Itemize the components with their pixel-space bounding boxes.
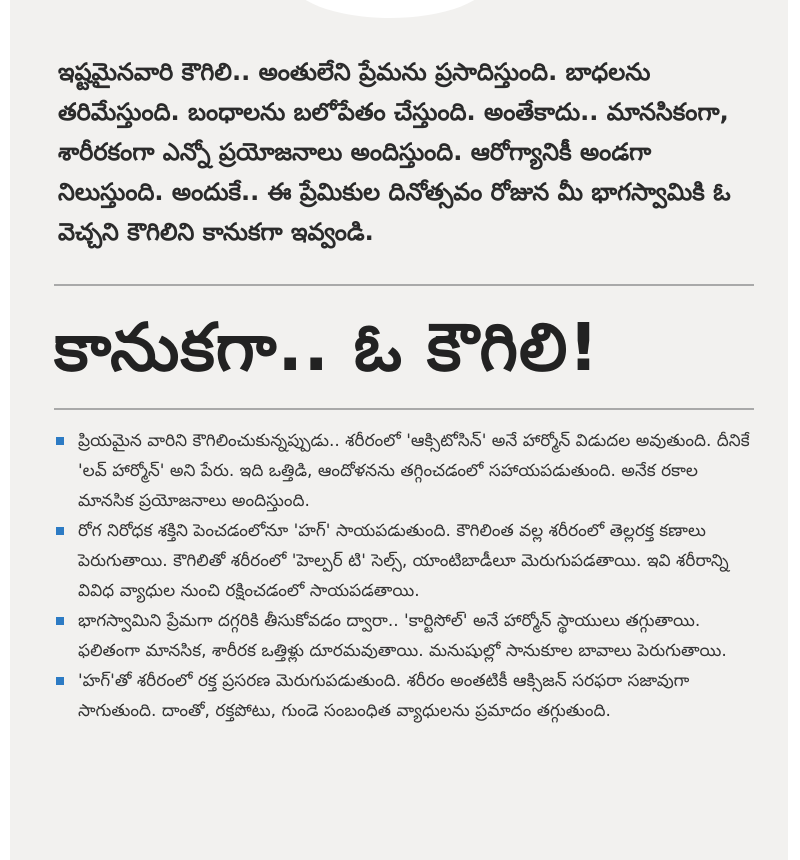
list-item-text: ప్రియమైన వారిని కౌగిలించుకున్నప్పుడు.. శరీరంలో 'ఆక్సిటోసిన్' అనే హార్మోన్ విడుదల అవుతుంది. దీనికే 'లవ్ హార్మోన్' అని పేరు. ఇది ఒత్తిడి, ఆందోళనను తగ్గించడంలో సహాయపడుతుంది. అనేక రకాల మానసిక ప్రయోజనాలు అందిస్తుంది.: [78, 431, 750, 511]
divider-top: [54, 284, 754, 286]
list-item-text: 'హగ్'తో శరీరంలో రక్త ప్రసరణ మెరుగుపడుతుంది. శరీరం అంతటికీ ఆక్సిజన్ సరఫరా సజావుగా సాగుతుంది. దాంతో, రక్తపోటు, గుండె సంబంధిత వ్యాధులను ప్రమాదం తగ్గుతుంది.: [78, 671, 690, 721]
list-item: [56, 426, 756, 516]
list-item: [56, 666, 756, 726]
list-item-text: రోగ నిరోధక శక్తిని పెంచడంలోనూ 'హగ్' సాయపడుతుంది. కౌగిలింత వల్ల శరీరంలో తెల్లరక్త కణాలు పెరుగుతాయి. కౌగిలితో శరీరంలో 'హెల్పర్ టి' సెల్స్, యాంటిబాడీలూ మెరుగుపడతాయి. ఇవి శరీరాన్ని వివిధ వ్యాధుల నుంచి రక్షించడంలో సాయపడతాయి.: [78, 521, 729, 601]
list-item-text: భాగస్వామిని ప్రేమగా దగ్గరికి తీసుకోవడం ద్వారా.. 'కార్టిసోల్' అనే హార్మోన్ స్థాయులు తగ్గుతాయి. ఫలితంగా మానసిక, శారీరక ఒత్తిళ్లు దూరమవుతాయి. మనుషుల్లో సానుకూల బావాలు పెరుగుతాయి.: [78, 611, 727, 661]
headline: కానుకగా.. ఓ కౌగిలి!: [54, 309, 600, 386]
square-bullet-icon: [56, 527, 64, 535]
list-item: [56, 516, 756, 606]
square-bullet-icon: [56, 677, 64, 685]
list-item: [56, 606, 756, 666]
benefit-list: [56, 426, 756, 726]
intro-paragraph: ఇష్టమైనవారి కౌగిలి.. అంతులేని ప్రేమను ప్రసాదిస్తుంది. బాధలను తరిమేస్తుంది. బంధాలను బలోపేతం చేస్తుంది. అంతేకాదు.. మానసికంగా, శారీరకంగా ఎన్నో ప్రయోజనాలు అందిస్తుంది. ఆరోగ్యానికీ అండగా నిలుస్తుంది. అందుకే.. ఈ ప్రేమికుల దినోత్సవం రోజున మీ భాగస్వామికి ఓ వెచ్చని కౌగిలిని కానుకగా ఇవ్వండి.: [58, 58, 731, 246]
divider-bottom: [54, 408, 754, 410]
square-bullet-icon: [56, 617, 64, 625]
square-bullet-icon: [56, 437, 64, 445]
